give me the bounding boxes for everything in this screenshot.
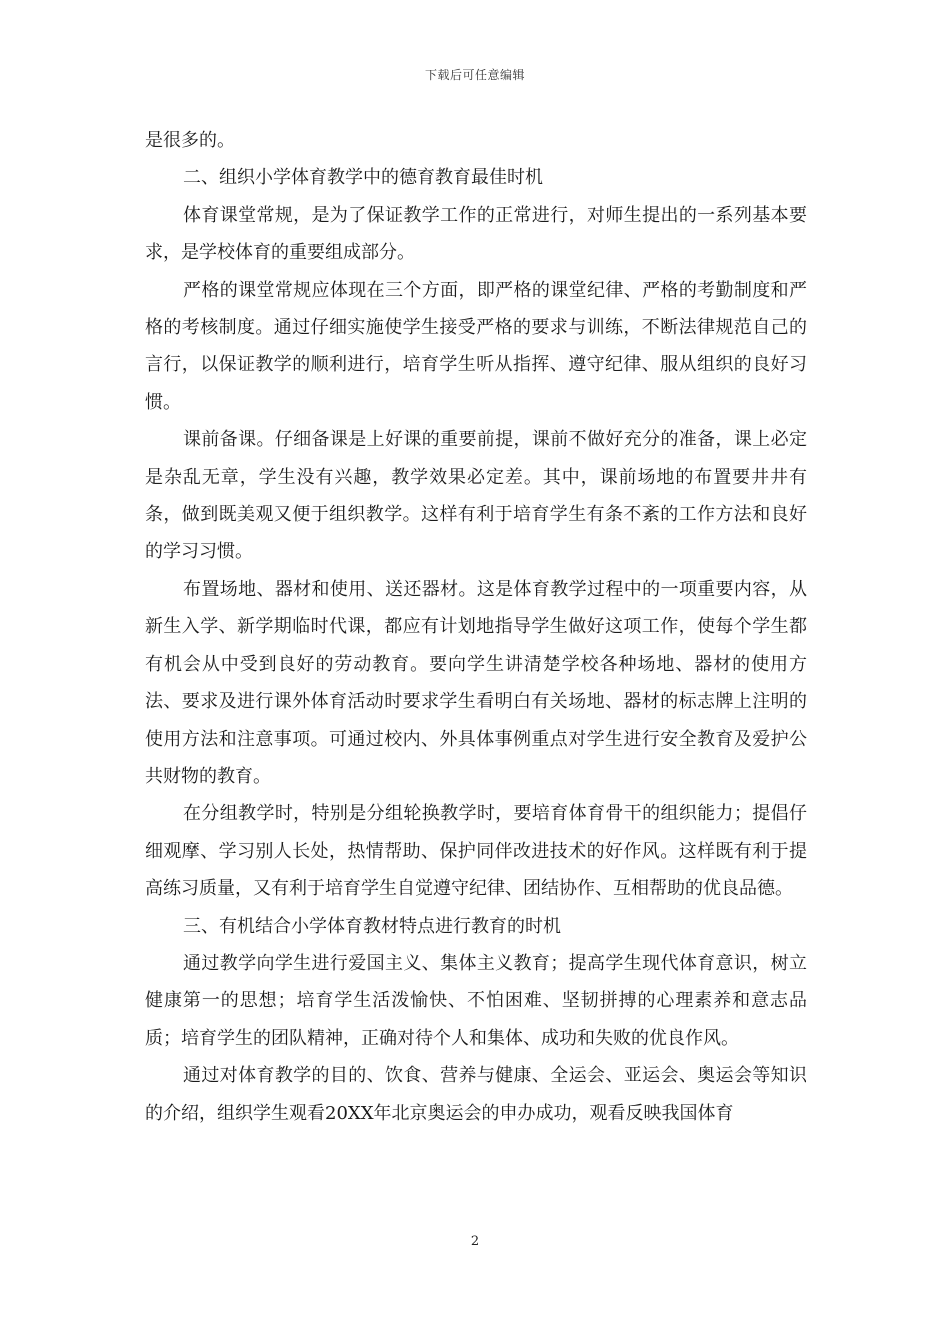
paragraph: 在分组教学时，特别是分组轮换教学时，要培育体育骨干的组织能力；提倡仔细观摩、学习别人长处，热情帮助、保护同伴改进技术的好作风。这样既有利于提高练习质量，又有利于培育学生自觉遵守纪律、团结协作、互相帮助的优良品德。 bbox=[145, 803, 807, 900]
paragraph: 布置场地、器材和使用、送还器材。这是体育教学过程中的一项重要内容，从新生入学、新学期临时代课，都应有计划地指导学生做好这项工作，使每个学生都有机会从中受到良好的劳动教育。要向学生讲清楚学校各种场地、器材的使用方法、要求及进行课外体育活动时要求学生看明白有关场地、器材的标志牌上注明的使用方法和注意事项。可通过校内、外具体事例重点对学生进行安全教育及爱护公共财物的教育。 bbox=[145, 578, 807, 787]
paragraph: 课前备课。仔细备课是上好课的重要前提，课前不做好充分的准备，课上必定是杂乱无章，学生没有兴趣，教学效果必定差。其中，课前场地的布置要井井有条，做到既美观又便于组织教学。这样有利于培育学生有条不紊的工作方法和良好的学习习惯。 bbox=[145, 429, 807, 563]
section-heading-2: 二、组织小学体育教学中的德育教育最佳时机 bbox=[183, 167, 543, 189]
paragraph: 通过教学向学生进行爱国主义、集体主义教育；提高学生现代体育意识，树立健康第一的思想；培育学生活泼愉快、不怕困难、坚韧拼搏的心理素养和意志品质；培育学生的团队精神，正确对待个人和集体、成功和失败的优良作风。 bbox=[145, 952, 807, 1049]
section-heading-3: 三、有机结合小学体育教材特点进行教育的时机 bbox=[183, 915, 561, 937]
page-number: 2 bbox=[470, 1234, 480, 1249]
paragraph: 通过对体育教学的目的、饮食、营养与健康、全运会、亚运会、奥运会等知识的介绍，组织学生观看20XX年北京奥运会的申办成功，观看反映我国体育 bbox=[145, 1065, 807, 1124]
document-body bbox=[145, 122, 807, 1132]
page-header: 下载后可任意编辑 bbox=[424, 68, 525, 82]
paragraph: 严格的课堂常规应体现在三个方面，即严格的课堂纪律、严格的考勤制度和严格的考核制度。通过仔细实施使学生接受严格的要求与训练，不断法律规范自己的言行，以保证教学的顺利进行，培育学生听从指挥、遵守纪律、服从组织的良好习惯。 bbox=[145, 279, 807, 413]
paragraph: 体育课堂常规，是为了保证教学工作的正常进行，对师生提出的一系列基本要求，是学校体育的重要组成部分。 bbox=[145, 204, 807, 264]
paragraph-continuation: 是很多的。 bbox=[145, 130, 235, 151]
